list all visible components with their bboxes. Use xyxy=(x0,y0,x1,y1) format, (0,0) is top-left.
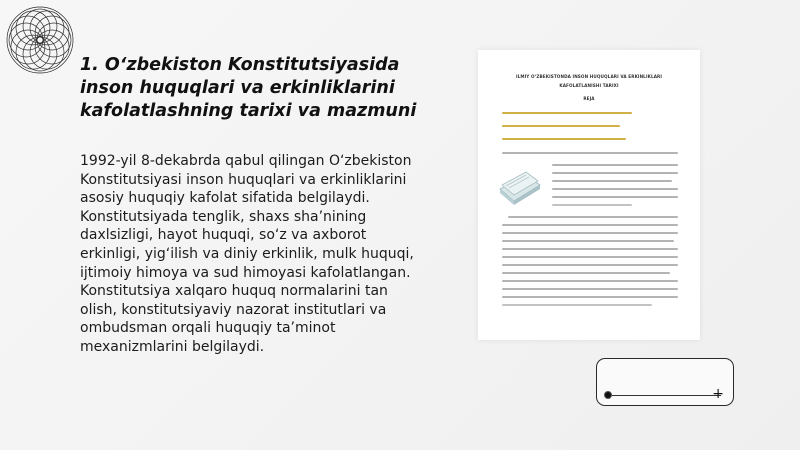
document-text-line xyxy=(502,224,678,226)
document-text-line xyxy=(552,204,632,206)
document-text-line xyxy=(502,280,678,282)
document-text-line xyxy=(502,256,678,258)
circular-rosette-icon xyxy=(4,4,76,76)
document-text-line xyxy=(502,288,678,290)
document-text-line xyxy=(502,264,678,266)
document-text-line xyxy=(502,304,652,306)
slide-title: 1. O‘zbekiston Konstitutsiyasida inson huquqlari va erkinliklarini kafolatlashning tarixi va mazmuni xyxy=(80,55,417,121)
document-text-line xyxy=(552,180,672,182)
document-text-line xyxy=(508,216,678,218)
document-text-line xyxy=(502,232,678,234)
document-heading-line1: ILMIY O‘ZBEKISTONDA INSON HUQUQLARI VA ERKINLIKLARI xyxy=(515,74,663,79)
document-text-line xyxy=(502,240,674,242)
book-stack-icon xyxy=(496,167,544,207)
document-heading-line3: REJA xyxy=(583,96,595,101)
slider-track[interactable] xyxy=(609,395,721,396)
slider-widget[interactable] xyxy=(596,358,734,406)
document-plan-line xyxy=(502,138,626,140)
document-heading-line2: KAFOLATLANISHI TARIXI xyxy=(559,83,619,88)
document-text-line xyxy=(552,188,678,190)
document-plan-line xyxy=(502,125,620,127)
slide-body-text: 1992-yil 8-dekabrda qabul qilingan O‘zbekiston Konstitutsiyasi inson huquqlari va erkinliklarini asosiy huquqiy kafolat sifatida belgilaydi. Konstitutsiyada tenglik, shaxs sha’nining daxlsizligi, hayot huquqi, so‘z va axborot erkinligi, yig‘ilish va diniy erkinlik, mulk huquqi, ijtimoiy himoya va sud himoyasi kafolatlangan. Konstitutsiya xalqaro huquq normalarini tan olish, konstitutsiyaviy nazorat institutlari va ombudsman orqali huquqiy ta’minot mexanizmlarini belgilaydi. xyxy=(80,153,414,355)
document-plan-line xyxy=(502,112,632,114)
record-dot-icon[interactable] xyxy=(604,391,612,399)
document-text-line xyxy=(552,164,678,166)
plus-icon[interactable]: + xyxy=(712,386,724,402)
document-text-line xyxy=(552,196,678,198)
document-preview xyxy=(478,50,700,340)
document-text-line xyxy=(502,248,678,250)
document-text-line xyxy=(502,152,678,154)
document-text-line xyxy=(502,272,670,274)
document-text-line xyxy=(502,296,678,298)
document-text-line xyxy=(552,172,678,174)
